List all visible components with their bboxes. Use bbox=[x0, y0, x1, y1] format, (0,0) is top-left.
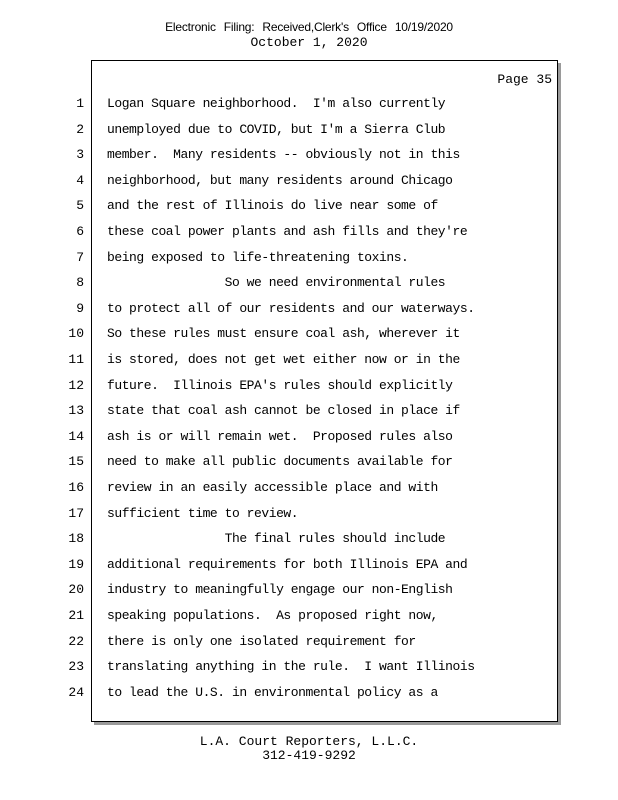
transcript-line: future. Illinois EPA's rules should explicitly bbox=[107, 378, 453, 393]
line-number: 17 bbox=[68, 506, 84, 521]
transcript-line: review in an easily accessible place and with bbox=[107, 480, 438, 495]
transcript-line: ash is or will remain wet. Proposed rules also bbox=[107, 429, 453, 444]
line-number: 8 bbox=[76, 275, 84, 290]
transcript-line: member. Many residents -- obviously not in this bbox=[107, 147, 460, 162]
line-number: 11 bbox=[68, 352, 84, 367]
court-reporter-phone: 312-419-9292 bbox=[262, 748, 356, 763]
line-number: 21 bbox=[68, 608, 84, 623]
transcript-line: there is only one isolated requirement for bbox=[107, 634, 416, 649]
filing-stamp bbox=[0, 20, 618, 34]
page-number: Page 35 bbox=[497, 72, 552, 87]
filing-stamp-filing: Filing: bbox=[223, 20, 255, 34]
transcript-line: neighborhood, but many residents around Chicago bbox=[107, 173, 453, 188]
line-number: 12 bbox=[68, 378, 84, 393]
line-number: 9 bbox=[76, 301, 84, 316]
transcript-line: industry to meaningfully engage our non-English bbox=[107, 582, 453, 597]
transcript-line: and the rest of Illinois do live near some of bbox=[107, 198, 438, 213]
transcript-line: translating anything in the rule. I want Illinois bbox=[107, 659, 475, 674]
line-number: 3 bbox=[76, 147, 84, 162]
hearing-date: October 1, 2020 bbox=[250, 35, 368, 50]
transcript-line: Logan Square neighborhood. I'm also currently bbox=[107, 96, 446, 111]
line-number: 19 bbox=[68, 557, 84, 572]
line-number: 16 bbox=[68, 480, 84, 495]
filing-stamp-office: Office bbox=[356, 20, 387, 34]
transcript-line: unemployed due to COVID, but I'm a Sierra Club bbox=[107, 122, 446, 137]
transcript-line: to lead the U.S. in environmental policy as a bbox=[107, 685, 438, 700]
line-number: 1 bbox=[76, 96, 84, 111]
line-number: 6 bbox=[76, 224, 84, 239]
transcript-line: additional requirements for both Illinois EPA and bbox=[107, 557, 468, 572]
court-reporter-name: L.A. Court Reporters, L.L.C. bbox=[199, 734, 419, 749]
transcript-line: to protect all of our residents and our waterways. bbox=[107, 301, 475, 316]
line-number: 15 bbox=[68, 454, 84, 469]
line-number: 22 bbox=[68, 634, 84, 649]
line-number: 20 bbox=[68, 582, 84, 597]
line-number: 10 bbox=[68, 326, 84, 341]
transcript-line: speaking populations. As proposed right now, bbox=[107, 608, 438, 623]
line-number: 5 bbox=[76, 198, 84, 213]
line-number: 18 bbox=[68, 531, 84, 546]
transcript-line: So we need environmental rules bbox=[107, 275, 446, 290]
transcript-line: So these rules must ensure coal ash, wherever it bbox=[107, 326, 460, 341]
line-number: 24 bbox=[68, 685, 84, 700]
filing-stamp-date: 10/19/2020 bbox=[394, 20, 453, 34]
line-number: 7 bbox=[76, 250, 84, 265]
transcript-line: is stored, does not get wet either now or in the bbox=[107, 352, 460, 367]
line-number: 2 bbox=[76, 122, 84, 137]
filing-stamp-electronic: Electronic bbox=[165, 20, 216, 34]
line-number: 23 bbox=[68, 659, 84, 674]
transcript-line: being exposed to life-threatening toxins. bbox=[107, 250, 409, 265]
transcript-line: these coal power plants and ash fills and they're bbox=[107, 224, 468, 239]
line-number: 4 bbox=[76, 173, 84, 188]
transcript-line: need to make all public documents available for bbox=[107, 454, 453, 469]
transcript-line: sufficient time to review. bbox=[107, 506, 299, 521]
line-number: 13 bbox=[68, 403, 84, 418]
line-number: 14 bbox=[68, 429, 84, 444]
filing-stamp-received: Received,Clerk's bbox=[262, 20, 349, 34]
transcript-line: state that coal ash cannot be closed in place if bbox=[107, 403, 460, 418]
transcript-line: The final rules should include bbox=[107, 531, 446, 546]
